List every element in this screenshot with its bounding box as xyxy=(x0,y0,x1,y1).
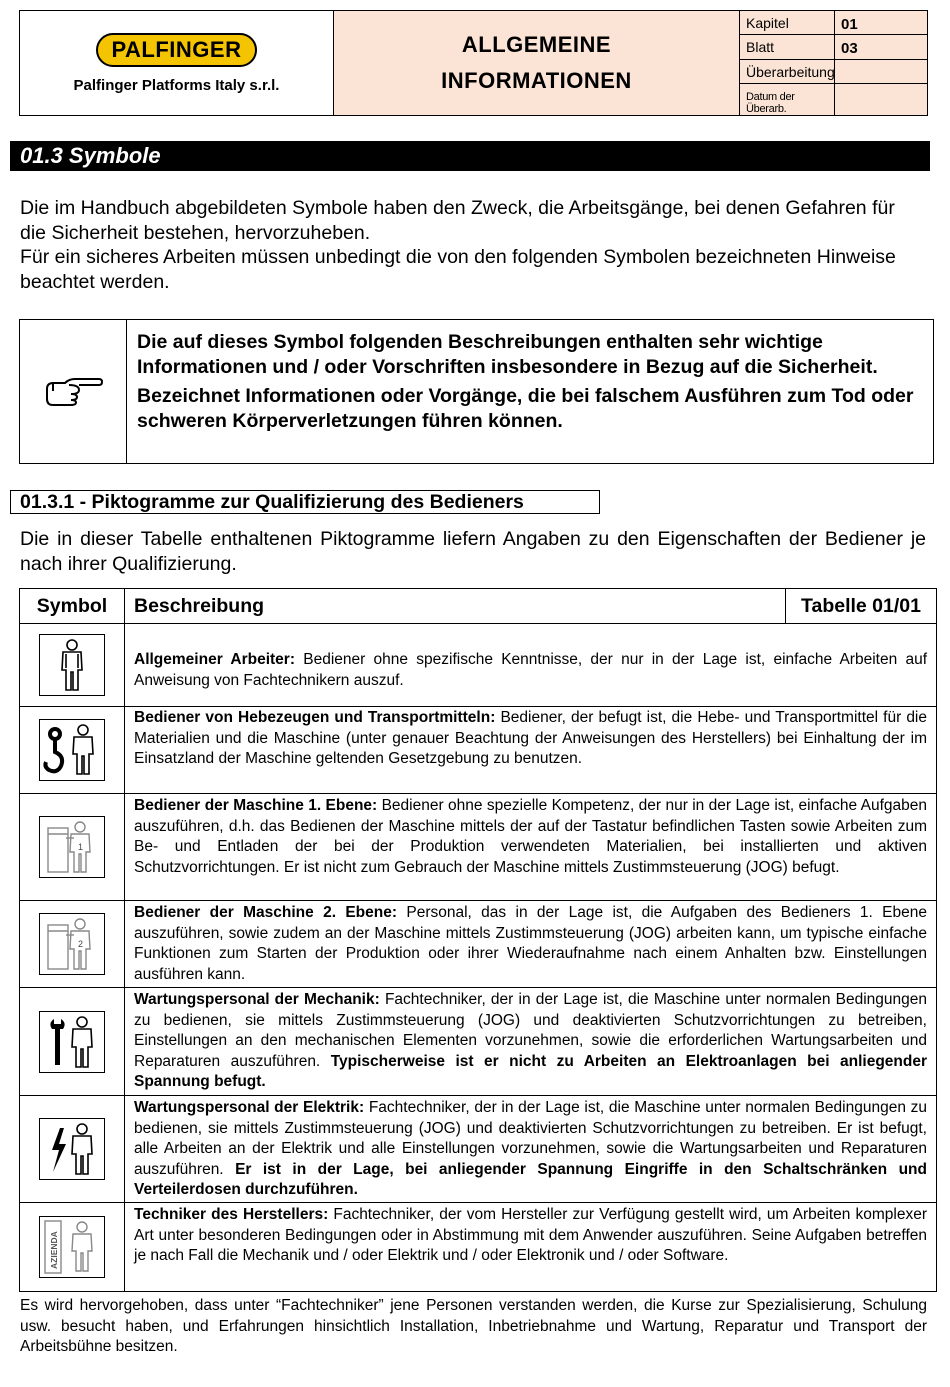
role-title: Wartungspersonal der Elektrik: xyxy=(134,1099,365,1116)
intro-paragraph-2: Für ein sicheres Arbeiten müssen unbedingt die von den folgenden Symbolen bezeichneten Hinweise beachtet werden. xyxy=(20,246,896,293)
table-row xyxy=(20,707,936,794)
role-title: Bediener der Maschine 1. Ebene: xyxy=(134,797,378,814)
meta-table xyxy=(740,11,927,115)
row-description xyxy=(125,707,936,793)
table-row xyxy=(20,988,936,1096)
machine-operator-level-2-icon xyxy=(39,913,105,975)
row-description xyxy=(125,1096,936,1202)
role-text: Bediener, der befugt ist, die Hebe- und Transportmittel für die Materialien und die Maschine (unter genauer Beachtung der Anweisungen des Herstellers) bei Einhaltung der im Einsatzland der Maschine geltenden Gesetzgebung zu benutzen. xyxy=(134,709,927,768)
pointing-hand-icon xyxy=(20,320,127,463)
role-text: Fachtechniker, der vom Hersteller zur Verfügung gestellt wird, um Arbeiten komplexer Art unter besonderen Bedingungen oder in Abstimmung mit dem Anwender auszuführen. Seine Aufgaben betreffen je nach Fall die Mechanik und / oder Elektrik und / oder Elektronik und / oder Software. xyxy=(134,1206,927,1265)
table-row xyxy=(20,1203,936,1291)
role-title: Bediener der Maschine 2. Ebene: xyxy=(134,904,398,921)
brand-logo: PALFINGER xyxy=(96,33,258,67)
warning-paragraph-2: Bezeichnet Informationen oder Vorgänge, die bei falschem Ausführen zum Tod oder schweren Körperverletzungen führen können. xyxy=(137,385,914,432)
row-description xyxy=(125,794,936,900)
role-title: Allgemeiner Arbeiter: xyxy=(134,651,295,668)
intro-paragraph-1: Die im Handbuch abgebildeten Symbole haben den Zweck, die Arbeitsgänge, bei denen Gefahren für die Sicherheit bestehen, hervorzuheben. xyxy=(20,197,895,244)
table-id: Tabelle 01/01 xyxy=(801,595,921,617)
row-description xyxy=(125,901,936,987)
table-row xyxy=(20,1096,936,1203)
table-header xyxy=(20,589,936,624)
meta-row-blatt xyxy=(740,35,927,59)
section-intro xyxy=(20,196,920,294)
section-title: 01.3 Symbole xyxy=(10,141,930,171)
subsection-title: 01.3.1 - Piktogramme zur Qualifizierung des Bedieners xyxy=(10,490,600,514)
table-row xyxy=(20,901,936,988)
table-row xyxy=(20,624,936,707)
table-row xyxy=(20,794,936,901)
meta-row-kapitel xyxy=(740,11,927,35)
page-header xyxy=(19,10,928,116)
worker-icon xyxy=(39,634,105,696)
electrical-maintenance-icon xyxy=(39,1118,105,1180)
meta-value: 01 xyxy=(841,16,858,33)
row-description xyxy=(125,624,936,706)
meta-value xyxy=(835,84,927,115)
document-title xyxy=(334,11,740,115)
row-description xyxy=(125,988,936,1095)
role-title: Bediener von Hebezeugen und Transportmitteln: xyxy=(134,709,496,726)
title-line-1: ALLGEMEINE xyxy=(461,32,612,57)
meta-row-revision-date xyxy=(740,84,927,115)
role-text: Bediener ohne spezifische Kenntnisse, der nur in der Lage ist, einfache Arbeiten auf Anweisung von Fachtechnikern auszuf. xyxy=(134,651,927,689)
meta-label: Datum der Überarb. xyxy=(740,84,835,115)
azienda-label: AZIENDA xyxy=(49,1231,59,1269)
machine-operator-level-1-icon xyxy=(39,816,105,878)
svg-text:1: 1 xyxy=(78,842,84,852)
company-logo xyxy=(20,11,334,115)
role-note: Typischerweise ist er nicht zu Arbeiten an Elektroanlagen bei anliegender Spannung befugt. xyxy=(134,1052,927,1091)
footer-note: Es wird hervorgehoben, dass unter “Fachtechniker” jene Personen verstanden werden, die Kurse zur Spezialisierung, Schulung usw. besucht haben, und Erfahrungen hinsichtlich Installation, Inbetriebnahme und Wartung, Reparatur und Transport der Arbeitsbühne besitzen. xyxy=(20,1297,927,1356)
meta-value xyxy=(835,60,927,83)
crane-hook-operator-icon xyxy=(39,719,105,781)
role-title: Wartungspersonal der Mechanik: xyxy=(134,991,380,1008)
meta-label: Überarbeitung xyxy=(740,60,835,83)
column-header-description: Beschreibung xyxy=(125,589,786,623)
subsection-description: Die in dieser Tabelle enthaltenen Piktogramme liefern Angaben zu den Eigenschaften der Bediener je nach ihrer Qualifizierung. xyxy=(20,528,926,575)
role-text: Personal, das in der Lage ist, die Aufgaben des Bedieners 1. Ebene auszuführen, sowie zudem an der Maschine mittels Zustimmsteuerung (JOG) arbeiten kann, um typische einfache Funktionen zum Starten der Produktion oder ihrer Wiederaufnahme nach einem Anhalten bzw. Einstellungen ausführen kann. xyxy=(134,904,927,983)
warning-paragraph-1: Die auf dieses Symbol folgenden Beschreibungen enthalten sehr wichtige Informationen und / oder Vorschriften insbesondere in Bezug auf die Sicherheit. xyxy=(137,331,878,378)
row-description xyxy=(125,1203,936,1291)
warning-text xyxy=(127,320,933,463)
manufacturer-technician-icon xyxy=(39,1216,105,1278)
title-line-2: INFORMATIONEN xyxy=(441,68,632,93)
role-text: Fachtechniker, der in der Lage ist, die Maschine unter normalen Bedingungen zu bedienen, sie mittels Zustimmsteuerung (JOG) und deaktivierten Schutzvorrichtungen zu betreiben. Er ist befugt, alle Arbeiten an der Elektrik und alle Einstellungen vorzunehmen, sowie die Wartungsarbeiten und Reparaturen auszuführen. xyxy=(134,1099,927,1178)
company-name: Palfinger Platforms Italy s.r.l. xyxy=(73,76,280,94)
mechanical-maintenance-icon xyxy=(39,1011,105,1073)
meta-label: Blatt xyxy=(740,35,835,58)
role-text: Fachtechniker, der in der Lage ist, die Maschine unter normalen Bedingungen zu bedienen, sie mittels Zustimmsteuerung (JOG) und deaktivierten Schutzvorrichtungen zu betreiben, Einstellungen an den mechanischen Elementen vorzunehmen, sowie die erforderlichen Wartungsarbeiten und Reparaturen auszuführen. xyxy=(134,991,927,1070)
role-note: Er ist in der Lage, bei anliegender Spannung Eingriffe in den Schaltschränken und Verteilerdosen durchzuführen. xyxy=(134,1160,927,1199)
meta-row-revision xyxy=(740,60,927,84)
column-header-symbol: Symbol xyxy=(20,589,125,623)
meta-label: Kapitel xyxy=(740,11,835,34)
qualification-table xyxy=(19,588,937,1292)
warning-box xyxy=(19,319,934,464)
role-title: Techniker des Herstellers: xyxy=(134,1206,329,1223)
meta-value: 03 xyxy=(841,40,858,58)
role-text: Bediener ohne spezielle Kompetenz, der nur in der Lage ist, einfache Aufgaben auszuführen, d.h. das Bedienen der Maschine mittels der auf der Tastatur befindlichen Tasten sowie Arbeiten zum Be- und Entladen der bei der Produktion verwendeten Materialien, bei installierten und aktiven Schutzvorrichtungen. Er ist nicht zum Gebrauch der Maschine mittels Zustimmsteuerung (JOG) befugt. xyxy=(134,797,928,876)
svg-text:2: 2 xyxy=(78,939,84,949)
